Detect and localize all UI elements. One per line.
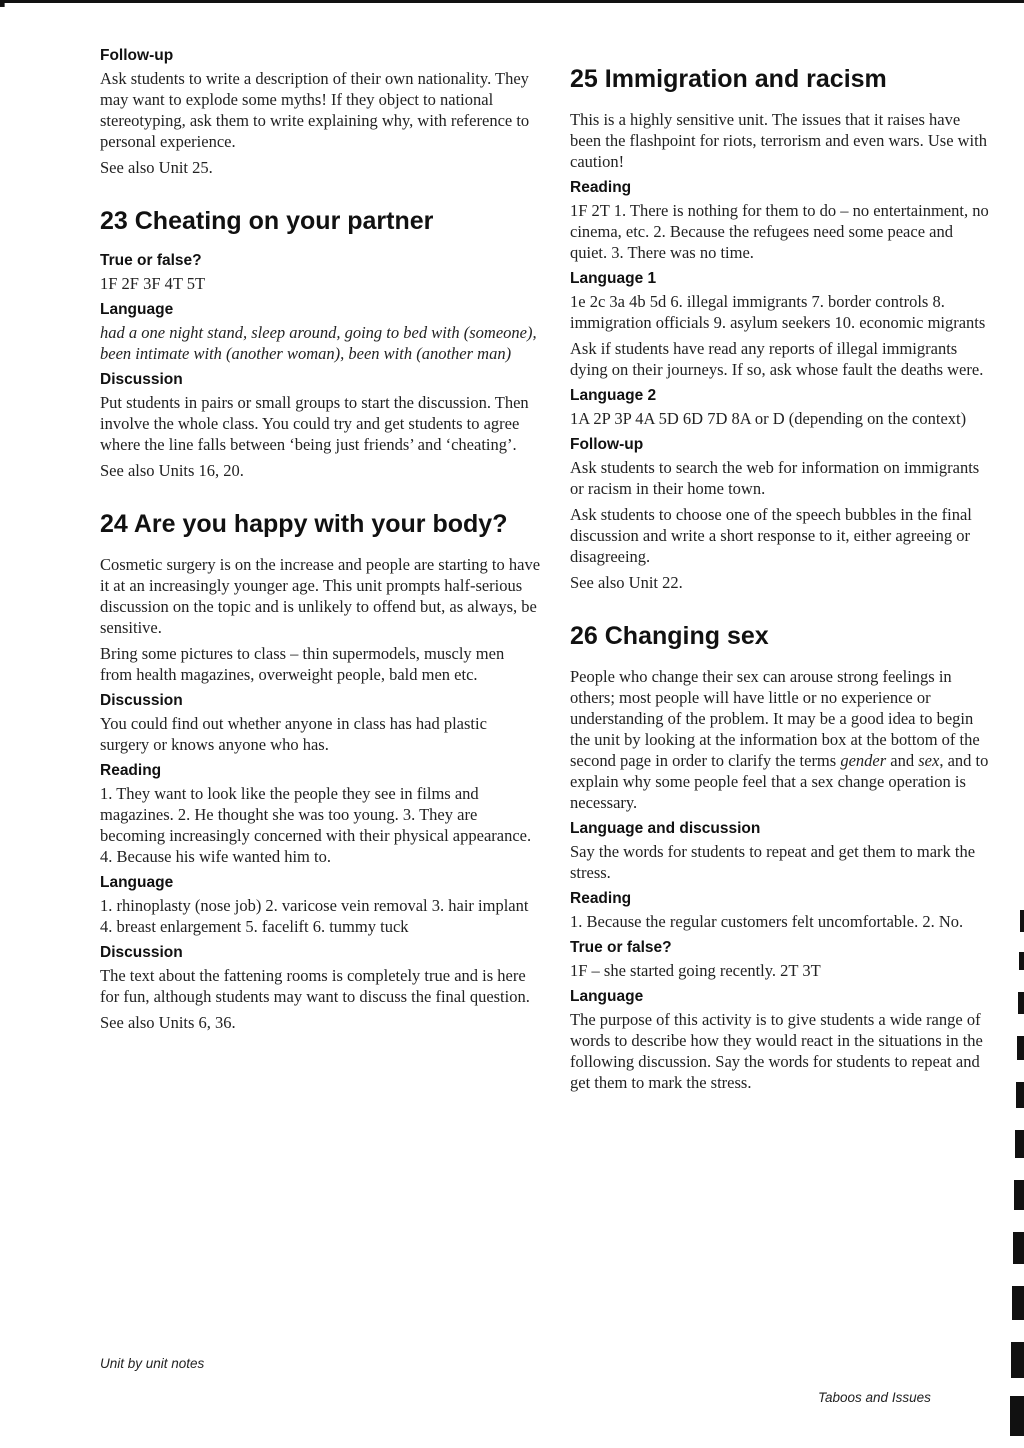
unit-23-tf-heading: True or false? bbox=[100, 252, 202, 269]
unit-26-language-text: The purpose of this activity is to give students a wide range of words to describe how they would react in the situations in the following discussion. Say the words for students to repeat and get them to mark the stress. bbox=[570, 1010, 983, 1092]
unit-25-intro: This is a highly sensitive unit. The issues that it raises have been the flashpoint for riots, terrorism and even wars. Use with caution! bbox=[570, 110, 987, 171]
unit-25-language-1-extra: Ask if students have read any reports of illegal immigrants dying on their journeys. If so, ask whose fault the deaths were. bbox=[570, 339, 984, 379]
unit-26-intro bbox=[570, 666, 990, 813]
unit-25-followup-heading: Follow-up bbox=[570, 436, 644, 453]
footer-left: Unit by unit notes bbox=[100, 1356, 205, 1371]
edge-mark bbox=[1017, 1036, 1024, 1060]
unit-26-langdisc-text: Say the words for students to repeat and get them to mark the stress. bbox=[570, 842, 976, 882]
unit-25-language-2-heading: Language 2 bbox=[570, 387, 657, 404]
followup-heading: Follow-up bbox=[100, 47, 174, 64]
edge-mark bbox=[1015, 1130, 1024, 1158]
unit-26-intro-and: and bbox=[886, 751, 919, 770]
unit-26-intro-after: , and to explain why some people feel that a sex change operation is necessary. bbox=[570, 751, 989, 812]
unit-24-intro-2: Bring some pictures to class – thin supermodels, muscly men from health magazines, overweight people, bald men etc. bbox=[100, 644, 505, 684]
edge-mark bbox=[1014, 1180, 1024, 1210]
unit-26-term-gender: gender bbox=[840, 751, 887, 770]
unit-26-reading-heading: Reading bbox=[570, 890, 632, 907]
followup-see-also: See also Unit 25. bbox=[100, 158, 213, 177]
unit-24-intro-1: Cosmetic surgery is on the increase and people are starting to have it at an increasingly younger age. This unit prompts half-serious discussion on the topic and is unlikely to offend but, as always, be sensitive. bbox=[100, 555, 541, 637]
unit-25-reading-text: 1F 2T 1. There is nothing for them to do – no entertainment, no cinema, etc. 2. Because the refugees need some peace and quiet. 3. There was no time. bbox=[570, 201, 989, 262]
unit-24-reading-heading: Reading bbox=[100, 762, 162, 779]
unit-26-term-sex: sex bbox=[918, 751, 940, 770]
edge-mark bbox=[1016, 1082, 1024, 1108]
unit-23-title: 23 Cheating on your partner bbox=[100, 207, 434, 235]
unit-25-language-1-text: 1e 2c 3a 4b 5d 6. illegal immigrants 7. border controls 8. immigration officials 9. asylum seekers 10. economic migrants bbox=[570, 292, 986, 332]
unit-24-reading-text: 1. They want to look like the people they see in films and magazines. 2. He thought she was too young. 3. They are becoming increasingly concerned with their physical appearance. 4. Because his wife wanted him to. bbox=[100, 784, 532, 866]
unit-24-see-also: See also Units 6, 36. bbox=[100, 1013, 236, 1032]
left-column bbox=[100, 40, 540, 1038]
followup-text: Ask students to write a description of their own nationality. They may want to explode some myths! If they object to national stereotyping, ask them to write explaining why, with reference to personal experience. bbox=[100, 69, 530, 151]
unit-26-tf-text: 1F – she started going recently. 2T 3T bbox=[570, 961, 821, 980]
edge-mark bbox=[1019, 952, 1024, 970]
unit-23-see-also: See also Units 16, 20. bbox=[100, 461, 244, 480]
unit-23-discussion-heading: Discussion bbox=[100, 371, 183, 388]
unit-25-followup-text-1: Ask students to search the web for information on immigrants or racism in their home town. bbox=[570, 458, 980, 498]
unit-26-langdisc-heading: Language and discussion bbox=[570, 820, 761, 837]
unit-23-discussion-text: Put students in pairs or small groups to start the discussion. Then involve the whole class. You could try and get students to agree where the line falls between ‘being just friends’ and ‘cheating’. bbox=[100, 393, 529, 454]
unit-26-title: 26 Changing sex bbox=[570, 622, 769, 650]
unit-26-reading-text: 1. Because the regular customers felt uncomfortable. 2. No. bbox=[570, 912, 964, 931]
unit-25-reading-heading: Reading bbox=[570, 179, 632, 196]
unit-25-followup-text-2: Ask students to choose one of the speech bubbles in the final discussion and write a short response to it, either agreeing or disagreeing. bbox=[570, 505, 972, 566]
unit-24-language-heading: Language bbox=[100, 874, 174, 891]
unit-25-language-2-text: 1A 2P 3P 4A 5D 6D 7D 8A or D (depending on the context) bbox=[570, 409, 967, 428]
unit-26-language-heading: Language bbox=[570, 988, 644, 1005]
edge-mark bbox=[1010, 1396, 1024, 1436]
edge-mark bbox=[1011, 1342, 1024, 1378]
unit-25-title: 25 Immigration and racism bbox=[570, 65, 887, 93]
unit-24-language-text: 1. rhinoplasty (nose job) 2. varicose vein removal 3. hair implant 4. breast enlargement 5. facelift 6. tummy tuck bbox=[100, 896, 529, 936]
unit-24-discussion-1-text: You could find out whether anyone in class has had plastic surgery or knows anyone who has. bbox=[100, 714, 487, 754]
unit-24-title: 24 Are you happy with your body? bbox=[100, 510, 508, 538]
unit-25-see-also: See also Unit 22. bbox=[570, 573, 683, 592]
binding-edge-marks bbox=[1000, 900, 1024, 1448]
edge-mark bbox=[1018, 992, 1024, 1014]
page-top-edge bbox=[0, 0, 1024, 3]
unit-23-language-heading: Language bbox=[100, 301, 174, 318]
unit-23-language-text: had a one night stand, sleep around, going to bed with (someone), been intimate with (another woman), been with (another man) bbox=[100, 323, 537, 363]
unit-24-discussion-1-heading: Discussion bbox=[100, 692, 183, 709]
edge-mark bbox=[1012, 1286, 1024, 1320]
right-column bbox=[570, 40, 990, 1098]
corner-mark: ▘ bbox=[0, 0, 10, 14]
unit-24-discussion-2-heading: Discussion bbox=[100, 944, 183, 961]
unit-24-discussion-2-text: The text about the fattening rooms is completely true and is here for fun, although students may want to discuss the final question. bbox=[100, 966, 530, 1006]
unit-26-intro-before: People who change their sex can arouse strong feelings in others; most people will have little or no experience or understanding of the problem. It may be a good idea to begin the unit by looking at the information box at the bottom of the second page in order to clarify the terms bbox=[570, 667, 980, 770]
footer-right: Taboos and Issues bbox=[818, 1390, 931, 1405]
unit-26-tf-heading: True or false? bbox=[570, 939, 672, 956]
edge-mark bbox=[1020, 910, 1024, 932]
unit-25-language-1-heading: Language 1 bbox=[570, 270, 657, 287]
unit-23-tf-answers: 1F 2F 3F 4T 5T bbox=[100, 274, 206, 293]
edge-mark bbox=[1013, 1232, 1024, 1264]
